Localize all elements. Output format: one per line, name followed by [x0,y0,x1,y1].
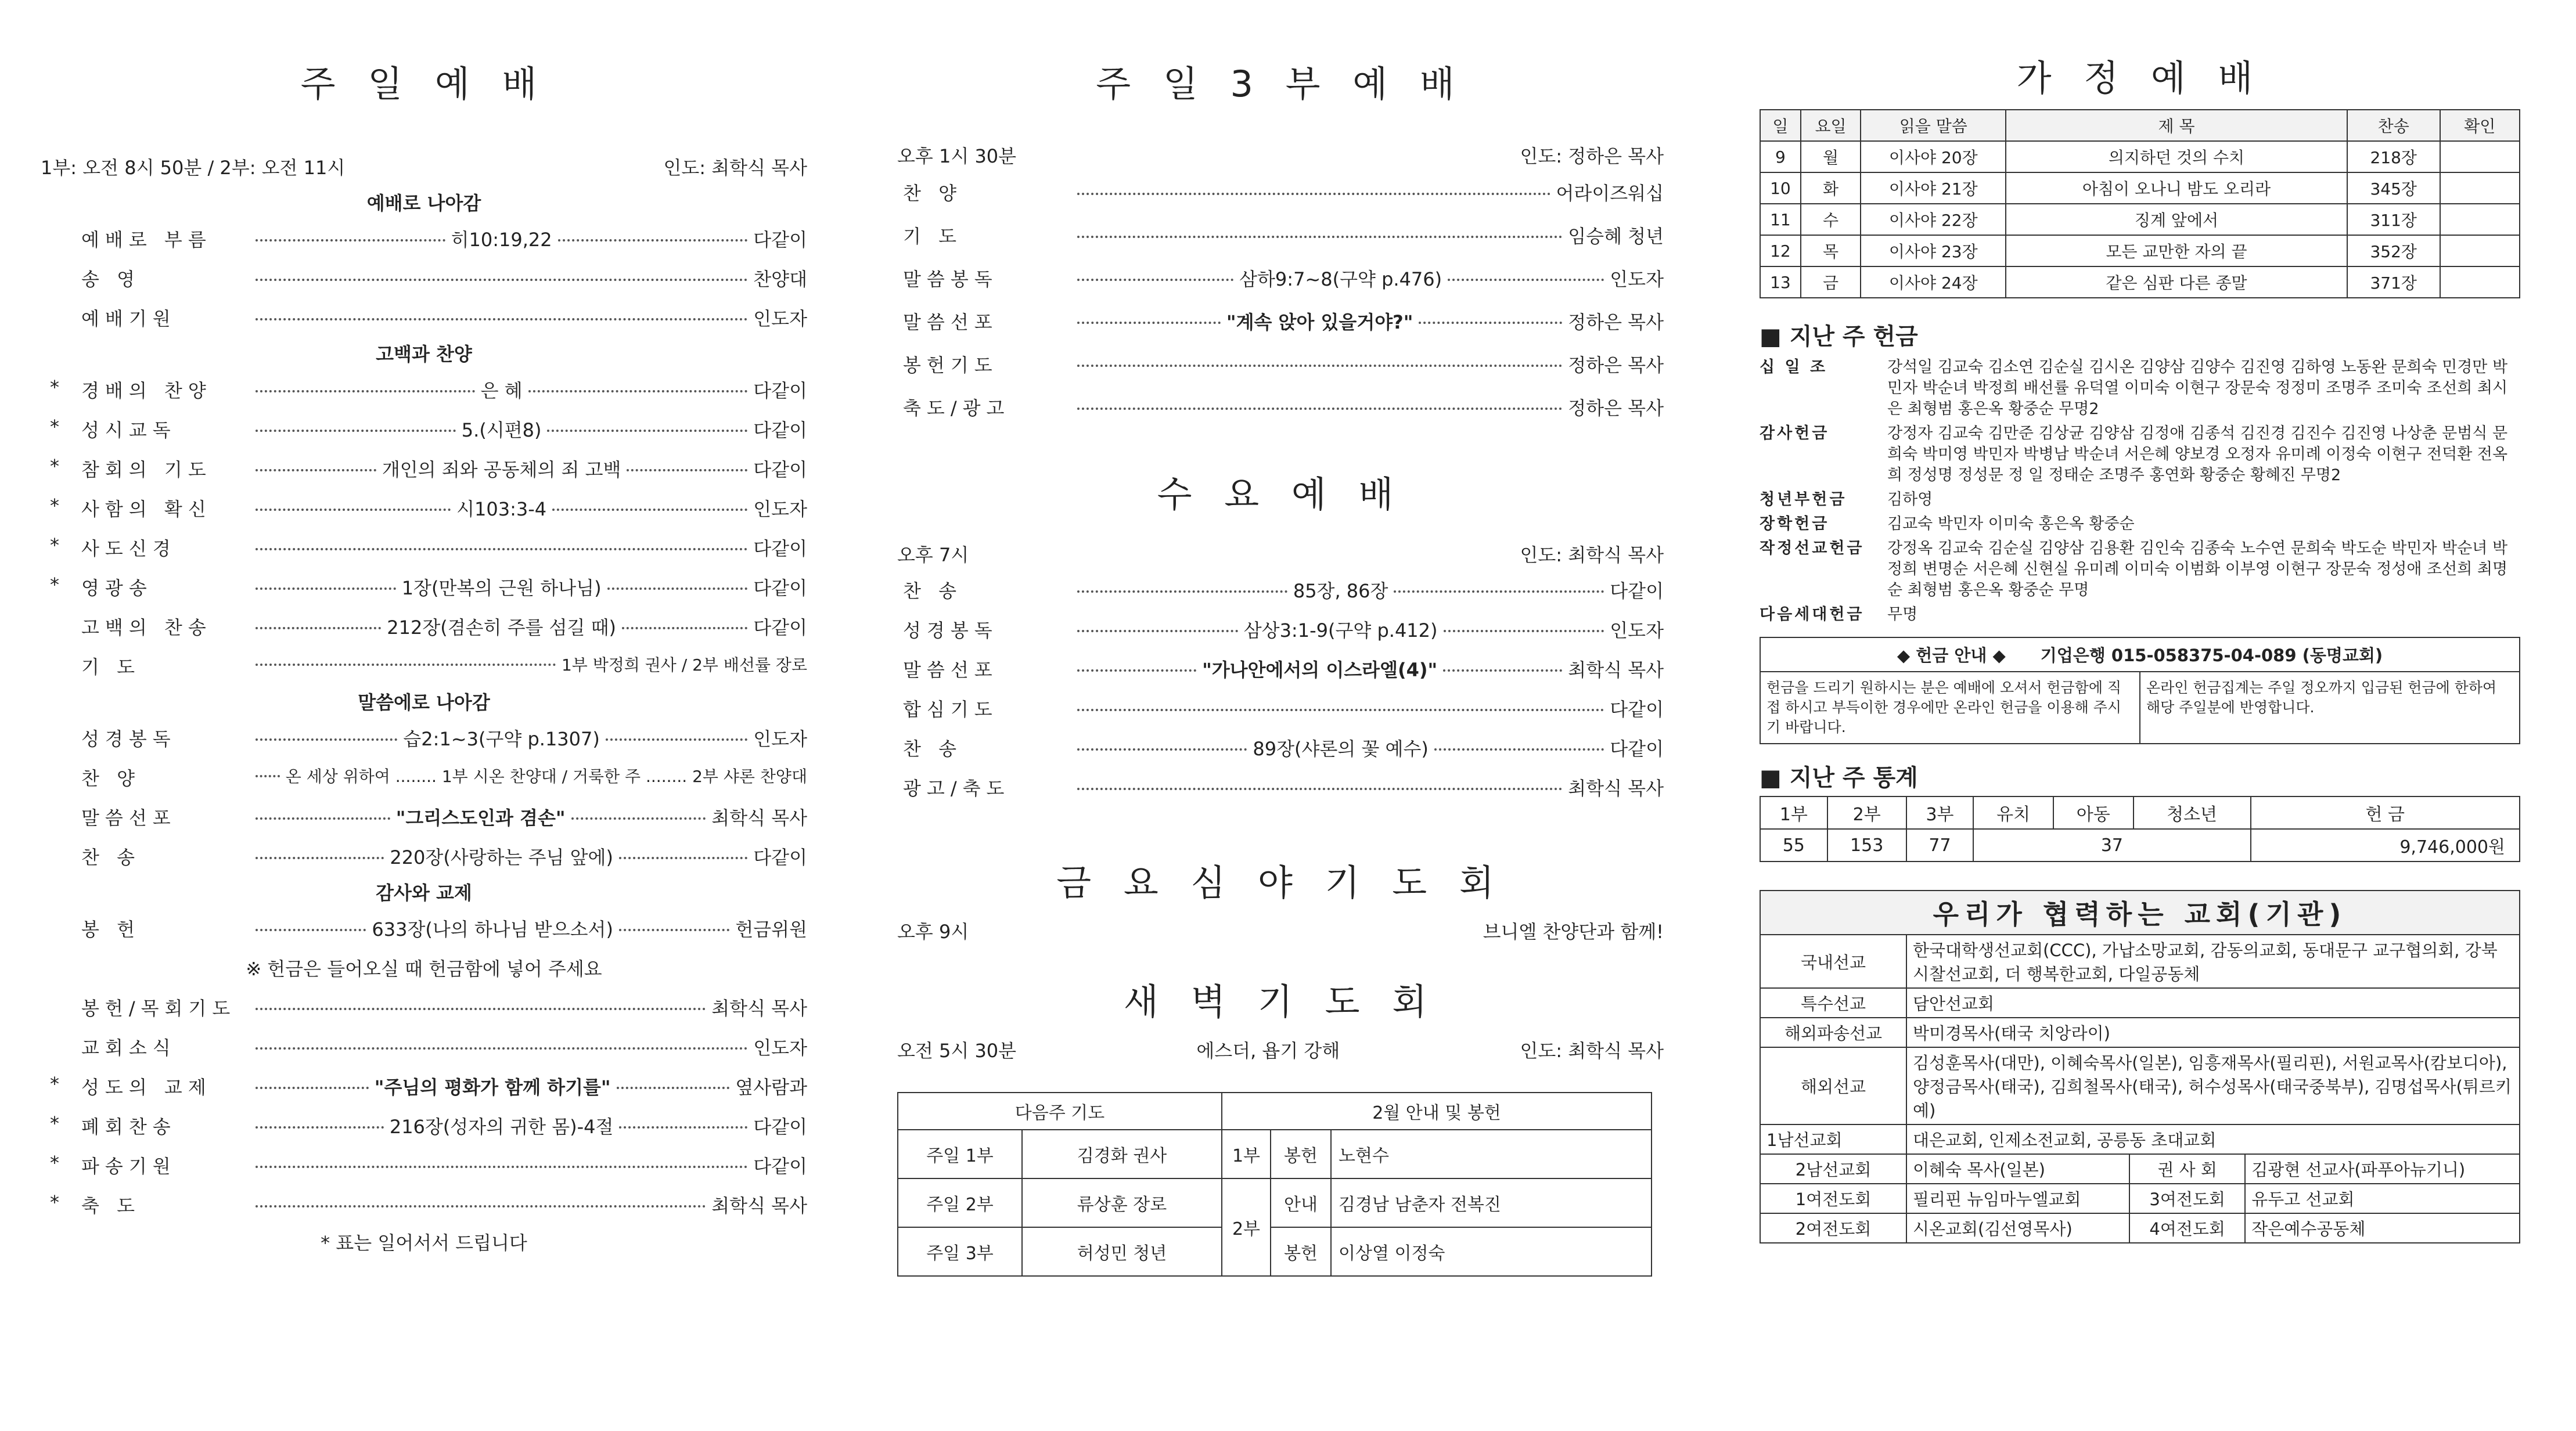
table-cell: 이사야 22장 [1861,204,2006,235]
family-table-header: 찬송 [2347,110,2440,141]
order-label: 찬 송 [903,580,962,602]
order-leader: 최학식 목사 [711,997,807,1019]
table-cell: 13 [1760,266,1801,298]
order-leader: 다같이 [753,1155,807,1177]
table-cell [2440,266,2520,298]
table-cell: 의지하던 것의 수치 [2006,141,2347,172]
order-item [897,345,1664,388]
order-detail: 은 혜 [480,380,523,402]
order-label: 영광송 [81,577,153,599]
order-detail: 1부 박정희 권사 / 2부 배선률 장로 [561,655,807,675]
order-item [41,719,807,758]
order-detail: 습2:1~3(구약 p.1307) [403,728,600,750]
sunday-order [41,187,807,1225]
order-label: 예배로 부름 [81,229,212,251]
table-cell: 311장 [2347,204,2440,235]
order-item [41,370,807,410]
table-row: 55 153 77 37 9,746,000원 [1760,829,2520,862]
partner-category: 권 사 회 [2129,1154,2245,1184]
order-detail: ※ 헌금은 들어오실 때 헌금함에 넣어 주세요 [246,958,602,980]
order-item [897,571,1664,610]
order-label: 봉헌기도 [903,354,998,376]
table-cell: 수 [1801,204,1861,235]
offering-row [1760,538,2520,601]
stats-header: 1부 [1760,796,1827,829]
stats-title: ■ 지난 주 통계 [1760,765,1918,791]
family-table-header: 일 [1760,110,1801,141]
table-cell: 352장 [2347,235,2440,266]
table-cell: 아침이 오나니 밤도 오리라 [2006,172,2347,204]
order-detail: 히10:19,22 [451,229,552,251]
wednesday-order [897,571,1664,808]
partner-category: 2여전도회 [1760,1213,1906,1243]
third-order [897,173,1664,431]
order-item [897,610,1664,650]
dawn-book: 에스더, 욥기 강해 [1196,1040,1340,1062]
third-time: 오후 1시 30분 [897,145,1017,167]
order-label: 찬 송 [81,846,141,868]
offering-row [1760,604,2520,625]
order-item [41,528,807,568]
order-label: 말씀봉독 [903,268,998,290]
partner-list: 시온교회(김선영목사) [1906,1213,2129,1243]
order-detail: 1장(만복의 근원 하나님) [401,577,602,599]
order-leader: 인도자 [753,308,807,330]
table-cell: 같은 심판 다른 종말 [2006,266,2347,298]
order-item [41,568,807,607]
section-heading: 고백과 찬양 [376,343,472,365]
order-item [41,1185,807,1225]
table-cell: 218장 [2347,141,2440,172]
offering-type: 작정선교헌금 [1760,539,1865,557]
order-detail: 216장(성자의 귀한 몸)-4절 [389,1116,614,1138]
table-cell: 11 [1760,204,1801,235]
table-cell: 371장 [2347,266,2440,298]
section-heading: 예배로 나아감 [366,192,481,214]
order-item [897,259,1664,302]
order-leader: 어라이즈워십 [1556,182,1664,204]
bank-account: 기업은행 015-058375-04-089 (동명교회) [2040,646,2383,665]
table-row [1760,1124,2520,1154]
family-worship-title: 가 정 예 배 [2016,57,2264,99]
table-row [1760,204,2520,235]
dawn-meta [897,1036,1664,1063]
order-leader: 다같이 [753,229,807,251]
order-item [41,1067,807,1106]
partner-category: 2남선교회 [1760,1154,1906,1184]
order-leader: 옆사람과 [735,1076,807,1098]
order-leader: 다같이 [753,538,807,560]
order-leader: 정하은 목사 [1568,311,1664,333]
partner-list: 이혜숙 목사(일본) [1906,1154,2129,1184]
order-label: 송 영 [81,268,141,290]
offering-type: 다음세대헌금 [1760,605,1865,623]
table-row: 주일 1부 김경화 권사 1부 봉헌 노현수 [898,1130,1652,1178]
table-cell [2440,141,2520,172]
table-cell: 이사야 21장 [1861,172,2006,204]
order-label: 말씀선포 [903,311,998,333]
order-label: 찬 양 [81,767,141,790]
order-leader: 인도자 [1610,619,1664,641]
order-detail: 5.(시편8) [461,419,542,441]
offering-row [1760,514,2520,535]
order-item [41,410,807,449]
table-cell: 징계 앞에서 [2006,204,2347,235]
order-label: 찬 양 [903,182,962,204]
offering-title: ■ 지난 주 헌금 [1760,323,1918,350]
order-leader: 인도자 [753,1037,807,1059]
order-leader: 최학식 목사 [1568,659,1664,681]
order-detail: "가나안에서의 이스라엘(4)" [1202,659,1438,681]
sunday-times: 1부: 오전 8시 50분 / 2부: 오전 11시 [41,157,346,179]
order-item [897,650,1664,689]
partner-category: 특수선교 [1760,988,1906,1018]
partner-list: 한국대학생선교회(CCC), 가납소망교회, 감동의교회, 동대문구 교구협의회, 강북시찰선교회, 더 행복한교회, 다일공동체 [1906,935,2520,988]
table-cell: 9 [1760,141,1801,172]
table-cell: 이사야 23장 [1861,235,2006,266]
order-leader: 다같이 [753,380,807,402]
order-label: 성경봉독 [81,728,177,750]
third-meta [897,142,1664,168]
offering-names: 강정자 김교숙 김만준 김상균 김양삼 김정애 김종석 김진경 김진수 김진영 나상춘 문범식 문희숙 박미영 박민자 박병남 박순녀 서은혜 양보경 오정자 유미례 이정숙 이현구 전덕환 전옥희 정성명 정성문 정 일 정태순 조명주 홍연화 황중순 황혜진 무명2 [1887,424,2508,484]
sunday-service-column [41,0,807,1255]
next-week-prayer-header: 다음주 기도 [898,1093,1222,1130]
order-item [41,988,807,1028]
offering-names: 김하영 [1887,491,1933,509]
order-leader: 정하은 목사 [1568,354,1664,376]
offering-names: 강석일 김교숙 김소연 김순실 김시온 김양삼 김양수 김진영 김하영 노동완 문희숙 민경만 박민자 박순녀 박정희 배선률 유덕열 이미숙 이현구 장문숙 정정미 조명주 조미숙 조선희 최시은 최형범 홍은옥 황중순 무명2 [1887,358,2508,418]
table-row [1760,266,2520,298]
order-item [897,729,1664,768]
notice-title: ◆ 헌금 안내 ◆ [1897,646,2006,665]
prayer-and-offering-table [897,1092,1652,1277]
offering-row [1760,357,2520,420]
wednesday-title: 수 요 예 배 [1157,473,1404,516]
order-label: 봉 헌 [81,918,141,940]
friday-title: 금 요 심 야 기 도 회 [1056,862,1505,904]
stats-header: 2부 [1827,796,1906,829]
order-leader: 인도자 [1610,268,1664,290]
order-leader: 다같이 [753,459,808,481]
order-item [41,219,807,259]
family-worship-table [1760,109,2520,298]
order-detail: 시103:3-4 [456,498,547,520]
order-label: 교회소식 [81,1037,177,1059]
table-row [1760,1213,2520,1243]
table-row [1760,172,2520,204]
order-label: 찬 송 [903,738,962,760]
notice-header [1761,638,2519,672]
table-cell: 모든 교만한 자의 끝 [2006,235,2347,266]
order-item [41,909,807,949]
standing-marker: * [50,574,59,596]
partner-category: 해외파송선교 [1760,1018,1906,1047]
order-detail: 85장, 86장 [1293,580,1388,602]
table-row: 주일 2부 류상훈 장로 2부 안내 김경남 남춘자 전복진 [898,1178,1652,1227]
order-item [41,298,807,338]
table-row [1760,988,2520,1018]
section-heading: 감사와 교제 [376,882,472,904]
table-cell: 이사야 24장 [1861,266,2006,298]
sunday-leader: 인도: 최학식 목사 [663,157,807,179]
wednesday-meta [897,540,1664,567]
order-label: 예배기원 [81,308,177,330]
table-row [1760,1047,2520,1124]
order-leader: 다같이 [753,1116,807,1138]
order-detail: 삼하9:7~8(구약 p.476) [1239,268,1442,290]
order-item [897,302,1664,345]
order-item [41,758,807,798]
partner-category: 4여전도회 [2129,1213,2245,1243]
order-detail: 212장(겸손히 주를 섬길 때) [387,617,617,639]
order-detail: 온 세상 위하여 ........ 1부 시온 찬양대 / 거룩한 주 ........ 2부 샤론 찬양대 [285,767,807,786]
table-cell: 목 [1801,235,1861,266]
table-cell [2440,235,2520,266]
wednesday-leader: 인도: 최학식 목사 [1520,544,1664,566]
order-detail: 개인의 죄와 공동체의 죄 고백 [382,459,621,481]
order-item [41,1106,807,1146]
partner-list: 작은예수공동체 [2245,1213,2520,1243]
partner-list: 필리핀 뉴임마누엘교회 [1906,1184,2129,1213]
order-leader: 정하은 목사 [1568,397,1664,419]
order-label: 말씀선포 [81,807,177,829]
notice-left: 헌금을 드리기 원하시는 분은 예배에 오셔서 헌금함에 직접 하시고 부득이한 경우에만 온라인 헌금을 이용해 주시기 바랍니다. [1761,672,2140,743]
friday-meta [897,917,1664,944]
standing-marker: * [50,416,59,438]
stats-table [1760,796,2520,862]
order-item [41,449,807,489]
order-item [41,607,807,647]
table-cell: 이사야 20장 [1861,141,2006,172]
offering-type: 청년부헌금 [1760,491,1847,509]
table-cell: 345장 [2347,172,2440,204]
order-item [897,173,1664,216]
order-item [41,837,807,877]
third-leader: 인도: 정하은 목사 [1520,145,1664,167]
table-row [1760,141,2520,172]
table-cell: 금 [1801,266,1861,298]
partner-category: 1남선교회 [1760,1124,1906,1154]
table-cell: 월 [1801,141,1861,172]
order-leader: 최학식 목사 [1568,777,1664,799]
order-label: 기 도 [81,656,141,678]
offering-type: 십 일 조 [1760,358,1828,376]
stats-header: 헌 금 [2251,796,2520,829]
table-row [1760,935,2520,988]
order-leader: 찬양대 [753,268,807,290]
order-item [41,259,807,298]
partner-list: 박미경목사(태국 치앙라이) [1906,1018,2520,1047]
other-services-column [897,0,1664,1277]
friday-note: 브니엘 찬양단과 함께! [1483,921,1664,943]
order-label: 광고/축도 [903,777,1010,799]
order-detail: "주님의 평화가 함께 하기를" [374,1076,611,1098]
order-label: 폐회찬송 [81,1116,177,1138]
family-table-header: 요일 [1801,110,1861,141]
order-label: 축도/광고 [903,397,1010,419]
dawn-time: 오전 5시 30분 [897,1040,1017,1062]
offering-notice-box [1760,637,2520,744]
partner-list: 대은교회, 인제소전교회, 공릉동 초대교회 [1906,1124,2520,1154]
order-label: 사함의 확신 [81,498,212,520]
table-cell: 화 [1801,172,1861,204]
standing-marker: * [50,1073,59,1095]
offering-row [1760,423,2520,486]
stats-header: 청소년 [2134,796,2251,829]
offering-names: 김교숙 박민자 이미숙 홍은옥 황중순 [1887,515,2135,533]
order-leader: 인도자 [753,498,808,520]
order-leader: 다같이 [753,617,807,639]
standing-marker: * [50,1112,59,1134]
table-cell: 12 [1760,235,1801,266]
order-item [41,647,807,686]
order-detail: 89장(샤론의 꽃 예수) [1253,738,1429,760]
standing-footnote: * 표는 일어서서 드립니다 [321,1232,527,1254]
stats-header: 아동 [2053,796,2134,829]
order-leader: 다같이 [1610,738,1664,760]
wednesday-time: 오후 7시 [897,544,969,566]
order-label: 축 도 [81,1195,141,1217]
standing-marker: * [50,376,59,398]
order-item [41,1146,807,1185]
standing-marker: * [50,495,59,517]
order-item [41,798,807,837]
order-leader: 헌금위원 [735,918,808,940]
partner-category: 1여전도회 [1760,1184,1906,1213]
order-detail: 삼상3:1-9(구약 p.412) [1243,619,1438,641]
order-detail: 633장(나의 하나님 받으소서) [372,918,613,940]
order-label: 파송기원 [81,1155,177,1177]
partner-list: 유두고 선교회 [2245,1184,2520,1213]
february-guide-header: 2월 안내 및 봉헌 [1222,1093,1652,1130]
family-table-header: 확인 [2440,110,2520,141]
offering-type: 장학헌금 [1760,515,1830,533]
table-row [1760,235,2520,266]
order-label: 고백의 찬송 [81,617,212,639]
offering-row [1760,489,2520,510]
partner-category: 3여전도회 [2129,1184,2245,1213]
order-item [897,216,1664,259]
order-label: 합심기도 [903,698,998,720]
table-row [1760,1154,2520,1184]
family-and-offering-column [1760,0,2520,1243]
order-leader: 다같이 [1610,698,1664,720]
partner-category: 해외선교 [1760,1047,1906,1124]
partners-title: 우리가 협력하는 교회(기관) [1760,891,2520,935]
section-heading: 말씀에로 나아감 [358,691,490,713]
order-leader: 다같이 [753,419,807,441]
order-label: 기 도 [903,225,962,247]
partner-churches-table [1760,890,2520,1243]
order-item [41,1028,807,1067]
offering-names: 강정옥 김교숙 김순실 김양삼 김용환 김인숙 김종숙 노수연 문희숙 박도순 박민자 박순녀 박정희 변명순 서은혜 신현실 유미례 이미숙 이범화 이부영 이현구 장문숙 정성애 조선희 최명순 최형범 홍은옥 황중순 무명 [1887,539,2508,599]
order-label: 사도신경 [81,538,177,560]
partner-list: 김광현 선교사(파푸아뉴기니) [2245,1154,2520,1184]
partner-list: 김성훈목사(대만), 이혜숙목사(일본), 임흥재목사(필리핀), 서원교목사(캄보디아), 양정금목사(태국), 김희철목사(태국), 허수성목사(태국중북부), 김명섭목사(튀르키예) [1906,1047,2520,1124]
sunday-title: 주 일 예 배 [300,63,548,105]
order-item [897,388,1664,431]
order-item [41,489,807,528]
third-service-title: 주 일 3 부 예 배 [1096,63,1465,105]
order-label: 말씀선포 [903,659,998,681]
order-leader: 다같이 [753,577,808,599]
table-row [1760,1018,2520,1047]
stats-header: 유치 [1973,796,2053,829]
order-label: 성도의 교제 [81,1076,212,1098]
table-row [1760,1184,2520,1213]
dawn-title: 새 벽 기 도 회 [1123,981,1438,1023]
table-cell [2440,172,2520,204]
stats-header: 3부 [1906,796,1974,829]
friday-time: 오후 9시 [897,921,969,943]
standing-marker: * [50,1191,59,1213]
order-label: 경배의 찬양 [81,380,212,402]
order-leader: 다같이 [1610,580,1664,602]
order-leader: 임승혜 청년 [1568,225,1664,247]
sunday-meta [41,153,807,180]
order-label: 봉헌/목회기도 [81,997,236,1019]
family-table-header: 제 목 [2006,110,2347,141]
order-leader: 최학식 목사 [711,1195,807,1217]
order-label: 성시교독 [81,419,177,441]
standing-marker: * [50,455,59,477]
partner-category: 국내선교 [1760,935,1906,988]
standing-marker: * [50,1152,59,1174]
order-leader: 인도자 [753,728,808,750]
order-item [897,689,1664,729]
offering-type: 감사헌금 [1760,424,1830,442]
offering-names: 무명 [1887,605,1918,623]
family-table-header: 읽을 말씀 [1861,110,2006,141]
dawn-leader: 인도: 최학식 목사 [1520,1040,1664,1062]
order-item [897,768,1664,808]
notice-right: 온라인 헌금집계는 주일 정오까지 입금된 헌금에 한하여 해당 주일분에 반영합니다. [2146,679,2497,716]
table-cell: 10 [1760,172,1801,204]
table-cell [2440,204,2520,235]
order-detail: "그리스도인과 겸손" [395,807,566,829]
standing-marker: * [50,534,59,556]
order-detail: "계속 앉아 있을거야?" [1226,311,1413,333]
partner-list: 담안선교회 [1906,988,2520,1018]
order-leader: 최학식 목사 [711,807,808,829]
offering-list [1760,357,2520,625]
order-leader: 다같이 [753,846,808,868]
order-label: 성경봉독 [903,619,998,641]
order-detail: 220장(사랑하는 주님 앞에) [390,846,613,868]
notice-body [1761,672,2519,743]
table-row: 주일 3부 허성민 청년 봉헌 이상열 이정숙 [898,1227,1652,1276]
order-item [41,949,807,988]
order-label: 참회의 기도 [81,459,212,481]
